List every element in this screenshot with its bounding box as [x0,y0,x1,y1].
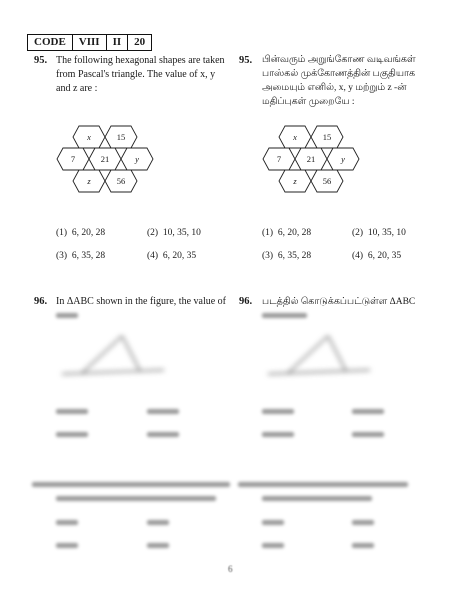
blurred-option [56,543,78,548]
blurred-text [262,313,307,318]
blurred-option [352,409,384,414]
blurred-option [352,520,374,525]
blurred-option [56,432,88,437]
hex-15: 15 [116,132,126,142]
hex-21-ta: 21 [306,154,316,164]
q96-text-ta: படத்தில் கொடுக்கப்பட்டுள்ள ΔABC [262,297,416,307]
hex-56: 56 [116,176,126,186]
blurred-question [32,482,230,487]
q95-option-4-en[interactable]: (4) 6, 20, 35 [147,251,197,261]
triangle-figure-en [60,330,170,385]
blurred-text [56,313,78,318]
hex-z: z [87,176,91,186]
q96-text-en: In ΔABC shown in the figure, the value of [56,296,227,307]
blurred-question [262,496,372,501]
hex-56-ta: 56 [322,176,332,186]
q95-text-ta: பின்வரும் அறுங்கோண வடிவங்கள் பாஸ்கல் முக்கோணத்தின் பகுதியாக அமையும் எனில், x, y மற்றும் z -ன் மதிப்புகள் முறையே : [262,55,416,107]
hex-15-ta: 15 [322,132,332,142]
hex-x-ta: x [293,132,297,142]
q95-text-en: The following hexagonal shapes are taken from Pascal's triangle. The value of x, y and z are : [56,55,225,94]
q95-option-4-ta[interactable]: (4) 6, 20, 35 [352,251,402,261]
pascal-hexagons-ta [259,124,371,202]
blurred-question [238,482,408,487]
q95-option-3-en[interactable]: (3) 6, 35, 28 [56,251,106,261]
hex-21: 21 [100,154,110,164]
q95-number-en: 95. [34,55,48,66]
triangle-figure-ta [266,330,376,385]
blurred-option [147,520,169,525]
q95-option-1-en[interactable]: (1) 6, 20, 28 [56,228,106,238]
q95-option-1-ta[interactable]: (1) 6, 20, 28 [262,228,312,238]
blurred-option [56,409,88,414]
blurred-option [147,432,179,437]
blurred-option [147,409,179,414]
hex-x: x [87,132,91,142]
hex-7-ta: 7 [276,154,282,164]
hex-z-ta: z [293,176,297,186]
pascal-hexagons-en [53,124,165,202]
q95-option-2-ta[interactable]: (2) 10, 35, 10 [352,228,406,238]
q95-number-ta: 95. [239,55,253,66]
q95-option-2-en[interactable]: (2) 10, 35, 10 [147,228,201,238]
code-label: CODE [28,35,73,50]
page-number: 6 [228,564,233,574]
code-box [27,34,152,51]
code-part-3: 20 [134,36,146,48]
blurred-option [352,543,374,548]
code-part-1: VIII [73,35,107,50]
blurred-option [56,520,78,525]
q96-number-en: 96. [34,296,48,307]
hex-7: 7 [70,154,76,164]
q96-number-ta: 96. [239,296,253,307]
hex-y: y [135,154,139,164]
blurred-option [262,409,294,414]
blurred-option [262,432,294,437]
blurred-option [262,543,284,548]
blurred-option [352,432,384,437]
code-part-2: II [107,35,129,50]
blurred-option [147,543,169,548]
blurred-option [262,520,284,525]
q95-option-3-ta[interactable]: (3) 6, 35, 28 [262,251,312,261]
hex-y-ta: y [341,154,345,164]
blurred-question [56,496,216,501]
